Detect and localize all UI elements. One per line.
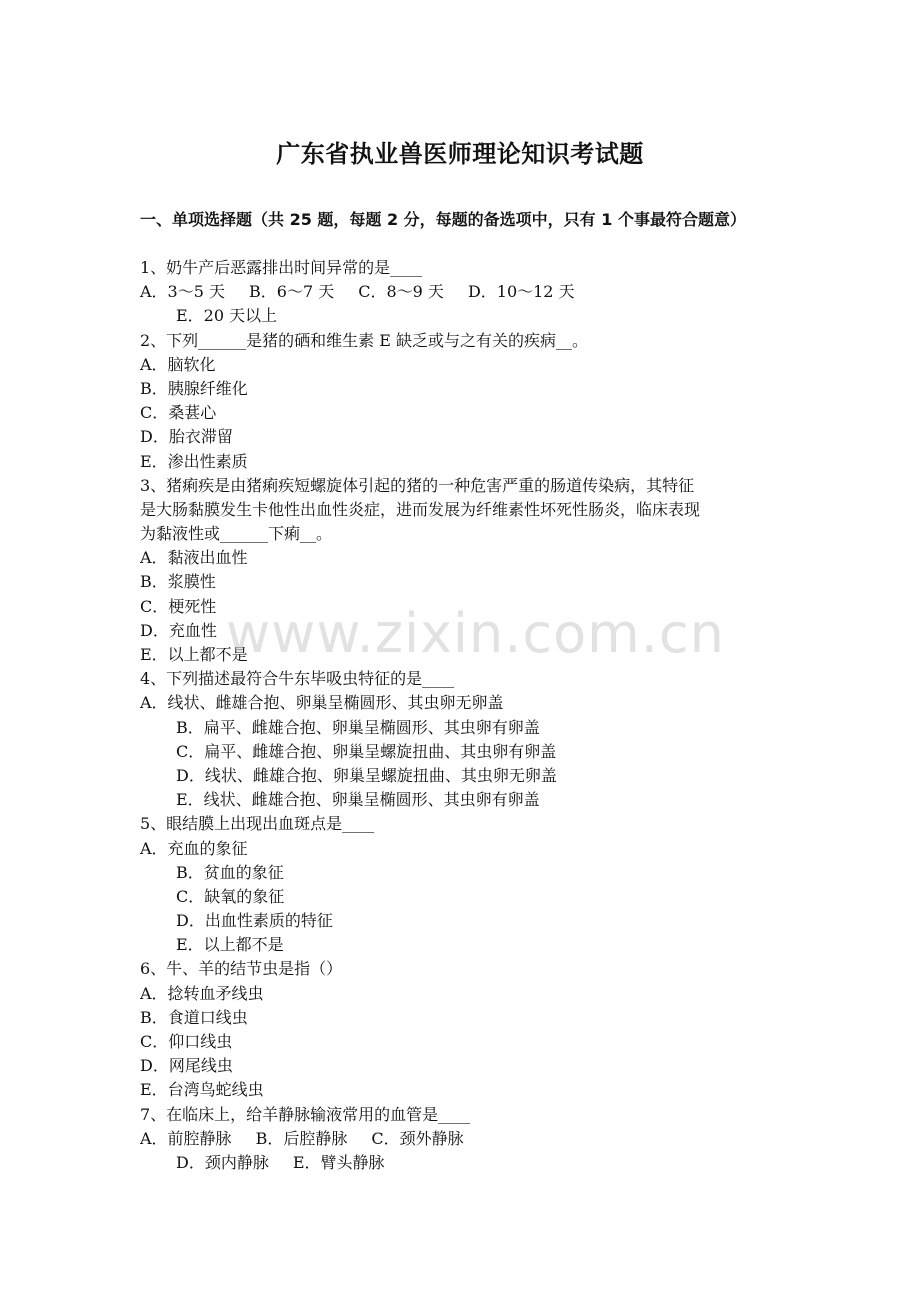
option-e: E．渗出性素质 [140,451,248,471]
option-c: C．梗死性 [140,596,217,616]
option-d: D．网尾线虫 [140,1056,233,1076]
option-c: C．缺氧的象征 [176,886,285,906]
option-b: B．食道口线虫 [140,1007,248,1027]
option-d: D．出血性素质的特征 [176,911,333,931]
option-b: B．6～7 天 [249,282,335,302]
option-a: A．黏液出血性 [140,548,248,568]
question-7-stem: 7、在临床上，给羊静脉输液常用的血管是____ [140,1104,471,1124]
document-title: 广东省执业兽医师理论知识考试题 [276,140,644,168]
option-a: A．线状、雌雄合抱、卵巢呈椭圆形、其虫卵无卵盖 [140,693,504,713]
option-c: C．8～9 天 [358,282,444,302]
option-a: A．充血的象征 [140,838,248,858]
option-d: D．颈内静脉 [176,1152,269,1172]
question-3-stem-line-3: 为黏液性或______下痢__。 [140,524,333,544]
option-c: C．桑葚心 [140,403,217,423]
option-a: A．前腔静脉 [140,1128,232,1148]
question-7-options-row2 [140,1151,790,1175]
option-b: B．胰腺纤维化 [140,378,248,398]
question-1-options-row1 [140,280,790,304]
option-d: D．线状、雌雄合抱、卵巢呈螺旋扭曲、其虫卵无卵盖 [176,765,557,785]
option-d: D．10～12 天 [467,282,575,302]
question-3-stem-line-2: 是大肠黏膜发生卡他性出血性炎症，进而发展为纤维素性坏死性肠炎，临床表现 [140,499,701,519]
option-d: D．充血性 [140,620,217,640]
option-c: C．仰口线虫 [140,1032,233,1051]
question-2-stem: 2、下列______是猪的硒和维生素 E 缺乏或与之有关的疾病__。 [140,330,589,350]
watermark: www.zixin.com.cn [226,602,725,665]
option-e: E．臂头静脉 [292,1152,385,1172]
question-6-stem: 6、牛、羊的结节虫是指（） [140,959,343,979]
question-3-stem-line-1: 3、猪痢疾是由猪痢疾短螺旋体引起的猪的一种危害严重的肠道传染病，其特征 [140,475,695,495]
option-c: C．颈外静脉 [371,1128,464,1148]
option-b: B．贫血的象征 [176,862,284,882]
option-b: B．浆膜性 [140,572,216,592]
option-d: D．胎衣滞留 [140,427,233,447]
question-5-stem: 5、眼结膜上出现出血斑点是____ [140,814,375,834]
question-1-options-row2 [140,304,790,328]
option-a: A．3～5 天 [140,282,226,302]
option-e: E．20 天以上 [176,306,278,326]
question-7-options-row1 [140,1127,790,1151]
option-e: E．以上都不是 [140,645,248,664]
option-c: C．扁平、雌雄合抱、卵巢呈螺旋扭曲、其虫卵有卵盖 [176,741,557,761]
option-e: E．台湾鸟蛇线虫 [140,1080,264,1100]
option-b: B．扁平、雌雄合抱、卵巢呈椭圆形、其虫卵有卵盖 [176,717,540,737]
question-list [140,256,790,1175]
question-1-stem: 1、奶牛产后恶露排出时间异常的是____ [140,258,423,277]
option-e: E．以上都不是 [176,935,284,955]
option-e: E．线状、雌雄合抱、卵巢呈椭圆形、其虫卵有卵盖 [176,790,540,810]
option-b: B．后腔静脉 [255,1128,348,1148]
option-a: A．脑软化 [140,354,216,374]
question-4-stem: 4、下列描述最符合牛东毕吸虫特征的是____ [140,669,455,689]
section-header: 一、单项选择题（共 25 题，每题 2 分，每题的备选项中，只有 1 个事最符合题意） [140,210,746,229]
option-a: A．捻转血矛线虫 [140,983,264,1003]
